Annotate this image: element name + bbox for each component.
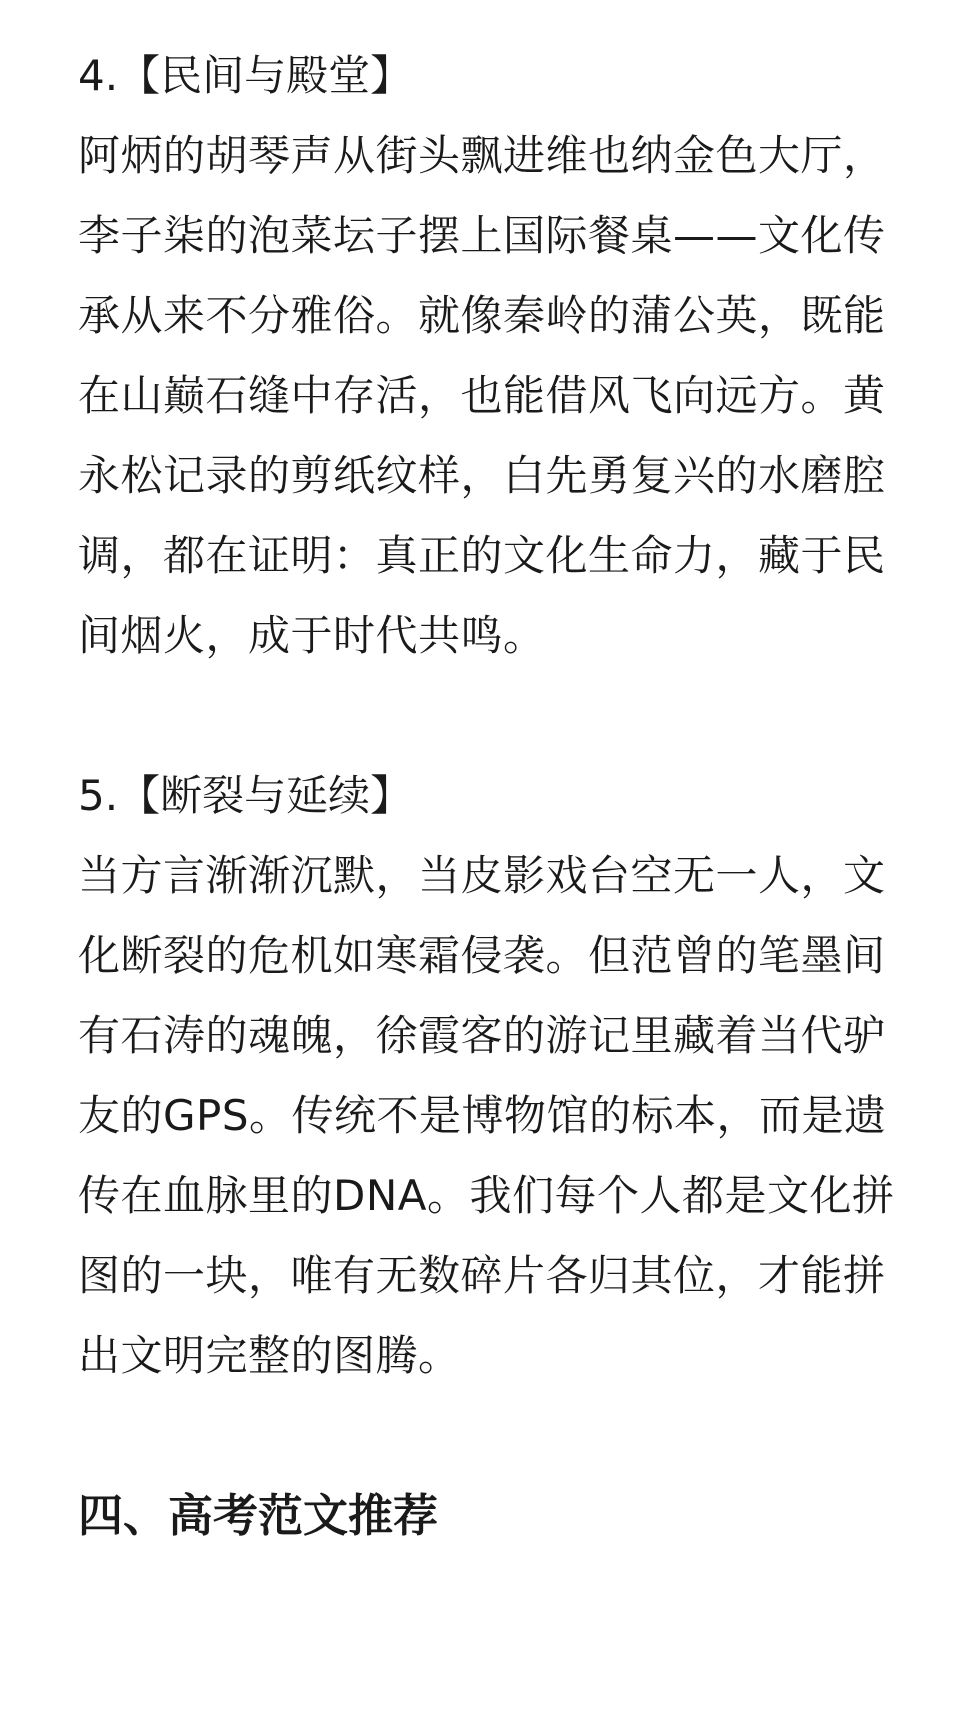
- section-4: [78, 36, 898, 676]
- article-body: [78, 36, 898, 1556]
- section-paragraph: 当方言渐渐沉默，当皮影戏台空无一人，文化断裂的危机如寒霜侵袭。但范曾的笔墨间有石涛的魂魄，徐霞客的游记里藏着当代驴友的GPS。传统不是博物馆的标本，而是遗传在血脉里的DNA。我们每个人都是文化拼图的一块，唯有无数碎片各归其位，才能拼出文明完整的图腾。: [78, 851, 895, 1380]
- section-heading: 4.【民间与殿堂】: [78, 51, 413, 100]
- section-heading: 5.【断裂与延续】: [78, 771, 413, 820]
- section-paragraph: 阿炳的胡琴声从街头飘进维也纳金色大厅，李子柒的泡菜坛子摆上国际餐桌——文化传承从来不分雅俗。就像秦岭的蒲公英，既能在山巅石缝中存活，也能借风飞向远方。黄永松记录的剪纸纹样，白先勇复兴的水磨腔调，都在证明：真正的文化生命力，藏于民间烟火，成于时代共鸣。: [78, 131, 886, 660]
- section-5: [78, 756, 898, 1396]
- spacer: [78, 676, 898, 756]
- chapter-heading: 四、高考范文推荐: [78, 1489, 439, 1542]
- spacer: [78, 1396, 898, 1476]
